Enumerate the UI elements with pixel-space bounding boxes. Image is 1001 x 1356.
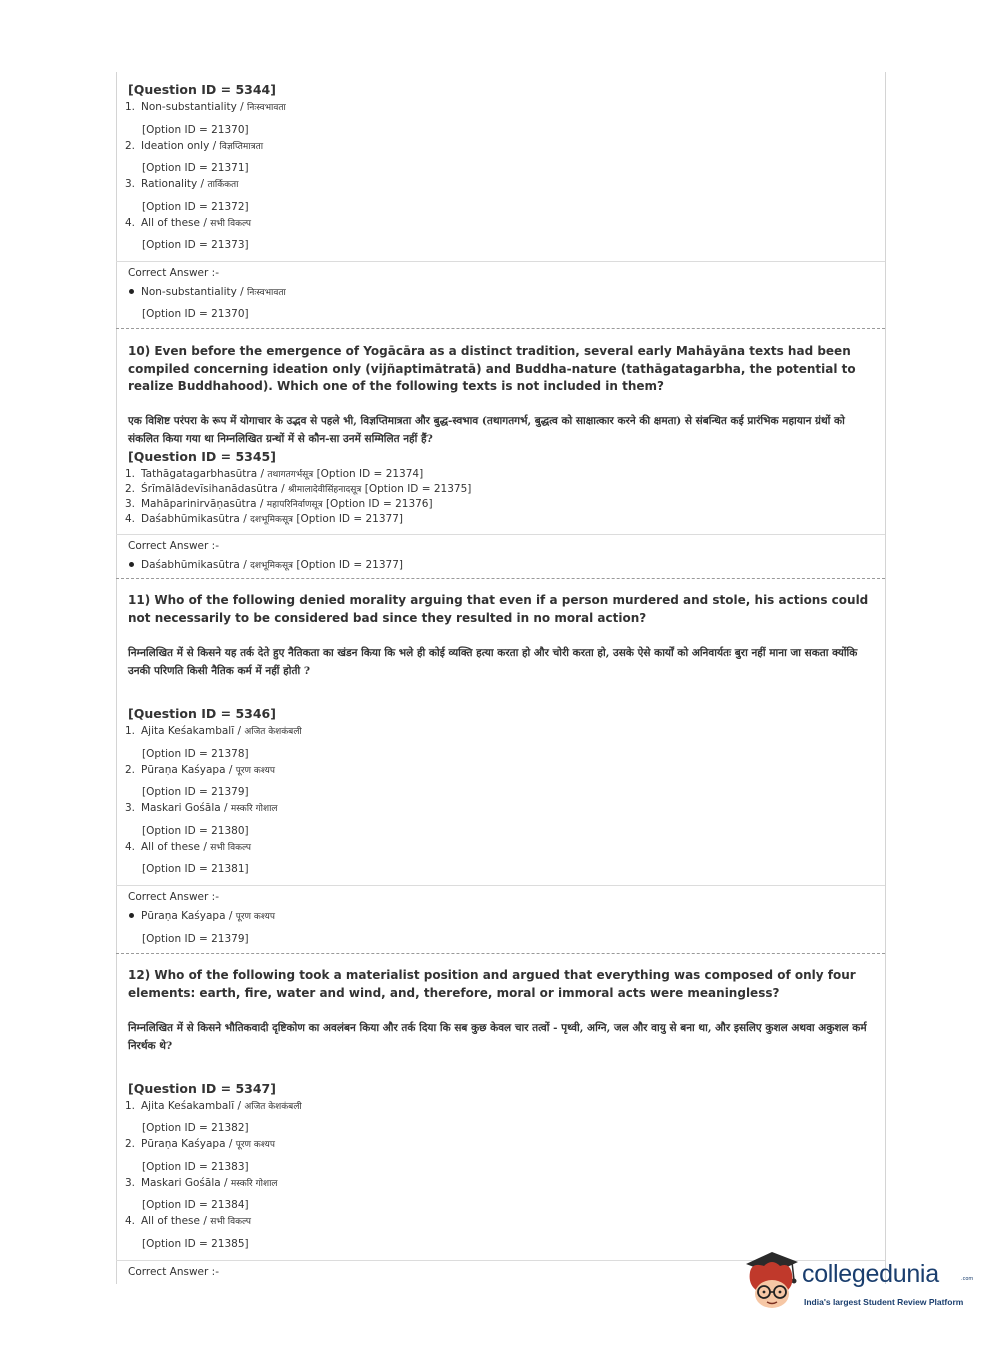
correct-answer-label: Correct Answer :- — [128, 540, 219, 552]
option-id: [Option ID = 21371] — [142, 162, 249, 174]
option-hindi: अजित केशकंबली — [244, 1102, 302, 1112]
option-4: 4. All of these / सभी विकल्प — [125, 1215, 252, 1227]
option-number: 4. — [125, 217, 136, 229]
option-hindi: पूरण कश्यप — [235, 1140, 275, 1150]
option-id: [Option ID = 21372] — [142, 201, 249, 213]
section-divider — [116, 885, 885, 886]
option-id: [Option ID = 21379] — [142, 786, 249, 798]
option-id: [Option ID = 21373] — [142, 239, 249, 251]
correct-answer: Non-substantiality / निःस्वभावता — [128, 285, 286, 298]
option-id: [Option ID = 21385] — [142, 1238, 249, 1250]
option-hindi: महापरिनिर्वाणसूत्र — [266, 500, 323, 510]
option-hindi: पूरण कश्यप — [235, 766, 275, 776]
option-number: 2. — [125, 764, 136, 776]
question-divider — [116, 578, 885, 579]
option-english: Pūraṇa Kaśyapa — [141, 764, 226, 776]
option-english: Daśabhūmikasūtra — [141, 513, 240, 525]
correct-answer: Pūraṇa Kaśyapa / पूरण कश्यप — [128, 909, 275, 922]
option-1: 1. Tathāgatagarbhasūtra / तथागतगर्भसूत्र [Option ID = 21374] — [125, 468, 424, 480]
option-2: 2. Pūraṇa Kaśyapa / पूरण कश्यप — [125, 1138, 275, 1150]
question-id: [Question ID = 5345] — [128, 449, 276, 464]
correct-answer: Daśabhūmikasūtra / दशभूमिकसूत्र [Option ID = 21377] — [128, 558, 403, 571]
option-hindi: श्रीमालादेवीसिंहनादसूत्र — [288, 485, 362, 495]
option-id: [Option ID = 21381] — [142, 863, 249, 875]
option-2: 2. Śrīmālādevīsihanādasūtra / श्रीमालादेवीसिंहनादसूत्र [Option ID = 21375] — [125, 483, 472, 495]
option-english: Ideation only — [141, 140, 210, 152]
option-hindi: मस्करि गोशाल — [230, 804, 278, 814]
option-hindi: तार्किकता — [207, 180, 239, 190]
option-number: 1. — [125, 101, 136, 113]
option-4: 4. Daśabhūmikasūtra / दशभूमिकसूत्र [Option ID = 21377] — [125, 513, 403, 525]
option-english: Ajita Keśakambalī — [141, 725, 235, 737]
option-english: Tathāgatagarbhasūtra — [141, 468, 258, 480]
option-hindi: सभी विकल्प — [210, 219, 252, 229]
option-id: [Option ID = 21377] — [296, 513, 403, 525]
option-id: [Option ID = 21370] — [142, 124, 249, 136]
collegedunia-logo — [742, 1246, 972, 1322]
question-text-english: 11) Who of the following denied morality arguing that even if a person murdered and stole, his actions could not necessarily to be considered bad since they resulted in no moral action? — [128, 593, 869, 625]
option-number: 4. — [125, 513, 136, 525]
option-1: 1. Ajita Keśakambalī / अजित केशकंबली — [125, 1100, 302, 1112]
option-english: Maskari Gośāla — [141, 1177, 221, 1189]
option-3: 3. Mahāparinirvāṇasūtra / महापरिनिर्वाणसूत्र [Option ID = 21376] — [125, 498, 433, 510]
option-2: 2. Ideation only / विज्ञप्तिमात्रता — [125, 140, 264, 152]
question-text-hindi: निम्नलिखित में से किसने यह तर्क देते हुए नैतिकता का खंडन किया कि भले ही कोई व्यक्ति हत्या करता हो और चोरी करता हो, उसके ऐसे कार्यों को अनिवार्यतः बुरा नहीं माना जा सकता क्योंकि उनकी परिणति किसी नैतिक कर्म में नहीं होती ? — [128, 647, 858, 677]
option-number: 3. — [125, 802, 136, 814]
option-hindi: दशभूमिकसूत्र — [250, 515, 293, 525]
question-divider — [116, 328, 885, 329]
option-number: 1. — [125, 725, 136, 737]
option-id: [Option ID = 21374] — [316, 468, 424, 480]
student-mascot-icon — [742, 1250, 802, 1316]
option-id: [Option ID = 21376] — [325, 498, 433, 510]
logo-domain: .com — [961, 1276, 974, 1282]
option-4: 4. All of these / सभी विकल्प — [125, 217, 252, 229]
option-3: 3. Rationality / तार्किकता — [125, 178, 239, 190]
option-number: 3. — [125, 498, 136, 510]
option-english: All of these — [141, 1215, 200, 1227]
option-id: [Option ID = 21375] — [364, 483, 472, 495]
option-english: Pūraṇa Kaśyapa — [141, 1138, 226, 1150]
option-number: 2. — [125, 483, 136, 495]
section-divider — [116, 261, 885, 262]
option-1: 1. Non-substantiality / निःस्वभावता — [125, 101, 286, 113]
option-3: 3. Maskari Gośāla / मस्करि गोशाल — [125, 802, 278, 814]
option-id: [Option ID = 21378] — [142, 748, 249, 760]
logo-wordmark: collegedunia — [802, 1260, 939, 1288]
option-hindi: विज्ञप्तिमात्रता — [219, 142, 264, 152]
option-english: Rationality — [141, 178, 198, 190]
correct-option-id: [Option ID = 21377] — [296, 559, 403, 571]
option-1: 1. Ajita Keśakambalī / अजित केशकंबली — [125, 725, 302, 737]
question-text-hindi: एक विशिष्ट परंपरा के रूप में योगाचार के उद्भव से पहले भी, विज्ञप्तिमात्रता और बुद्ध-स्वभाव (तथागतगर्भ, बुद्धत्व को साक्षात्कार करने की क्षमता) से संबन्धित कई प्रारंभिक महायान ग्रंथों को संकलित किया गया था निम्नलिखित ग्रन्थों में से कौन-सा उनमें सम्मिलित नहीं हैं? — [128, 415, 845, 445]
bullet-icon — [129, 913, 134, 918]
option-number: 2. — [125, 1138, 136, 1150]
correct-answer-label: Correct Answer :- — [128, 267, 219, 279]
logo-tagline: India's largest Student Review Platform — [804, 1297, 964, 1307]
option-number: 1. — [125, 1100, 136, 1112]
question-text-hindi: निम्नलिखित में से किसने भौतिकवादी दृष्टिकोण का अवलंबन किया और तर्क दिया कि सब कुछ केवल चार तत्वों - पृथ्वी, अग्नि, जल और वायु से बना था, और इसलिए कुशल अथवा अकुशल कर्म निरर्थक थे? — [128, 1022, 867, 1052]
option-hindi: सभी विकल्प — [210, 1217, 252, 1227]
question-id: [Question ID = 5344] — [128, 82, 276, 97]
option-english: Mahāparinirvāṇasūtra — [141, 498, 257, 510]
option-hindi: तथागतगर्भसूत्र — [267, 470, 314, 480]
option-number: 3. — [125, 1177, 136, 1189]
correct-answer-label: Correct Answer :- — [128, 1266, 219, 1278]
option-english: All of these — [141, 217, 200, 229]
question-id: [Question ID = 5347] — [128, 1081, 276, 1096]
question-text-english: 12) Who of the following took a materialist position and argued that everything was composed of only four elements: earth, fire, water and wind, and, therefore, moral or immoral acts were meaningless? — [128, 968, 856, 1000]
option-id: [Option ID = 21384] — [142, 1199, 249, 1211]
question-id: [Question ID = 5346] — [128, 706, 276, 721]
correct-answer-label: Correct Answer :- — [128, 891, 219, 903]
option-id: [Option ID = 21382] — [142, 1122, 249, 1134]
option-hindi: निःस्वभावता — [247, 103, 286, 113]
option-number: 3. — [125, 178, 136, 190]
option-number: 1. — [125, 468, 136, 480]
correct-answer-english: Non-substantiality — [141, 286, 237, 298]
option-hindi: मस्करि गोशाल — [230, 1179, 278, 1189]
correct-answer-hindi: निःस्वभावता — [247, 288, 286, 298]
section-divider — [116, 534, 885, 535]
question-divider — [116, 953, 885, 954]
correct-answer-hindi: दशभूमिकसूत्र — [250, 561, 293, 571]
option-4: 4. All of these / सभी विकल्प — [125, 841, 252, 853]
option-english: All of these — [141, 841, 200, 853]
option-hindi: अजित केशकंबली — [244, 727, 302, 737]
question-text-english: 10) Even before the emergence of Yogācāra as a distinct tradition, several early Mahāyāna texts had been compiled concerning ideation only (vijñaptimātratā) and Buddha-nature (tathāgatagarbha, the potential to realize Buddhahood). Which one of the following texts is not included in them? — [128, 344, 856, 393]
correct-option-id: [Option ID = 21379] — [142, 933, 249, 945]
option-number: 4. — [125, 841, 136, 853]
correct-answer-english: Daśabhūmikasūtra — [141, 559, 240, 571]
option-english: Ajita Keśakambalī — [141, 1100, 235, 1112]
correct-answer-english: Pūraṇa Kaśyapa — [141, 910, 226, 922]
option-2: 2. Pūraṇa Kaśyapa / पूरण कश्यप — [125, 764, 275, 776]
bullet-icon — [129, 289, 134, 294]
option-id: [Option ID = 21383] — [142, 1161, 249, 1173]
option-number: 2. — [125, 140, 136, 152]
option-english: Non-substantiality — [141, 101, 237, 113]
option-id: [Option ID = 21380] — [142, 825, 249, 837]
correct-answer-hindi: पूरण कश्यप — [235, 912, 275, 922]
option-english: Maskari Gośāla — [141, 802, 221, 814]
bullet-icon — [129, 562, 134, 567]
option-3: 3. Maskari Gośāla / मस्करि गोशाल — [125, 1177, 278, 1189]
option-hindi: सभी विकल्प — [210, 843, 252, 853]
correct-option-id: [Option ID = 21370] — [142, 308, 249, 320]
option-english: Śrīmālādevīsihanādasūtra — [141, 483, 278, 495]
option-number: 4. — [125, 1215, 136, 1227]
